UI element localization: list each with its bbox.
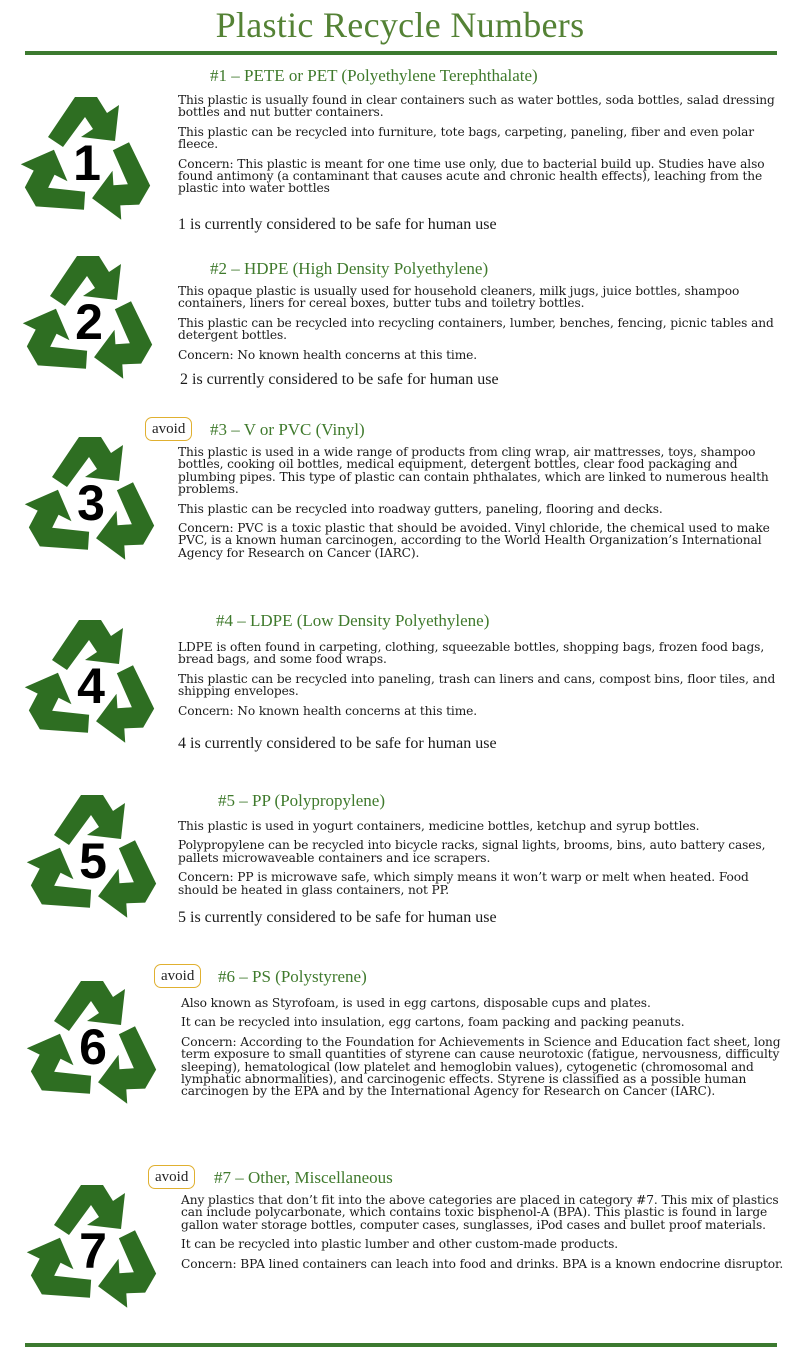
page-title: Plastic Recycle Numbers	[215, 5, 585, 45]
section-usage-text: LDPE is often found in carpeting, clothing, squeezable bottles, shopping bags, frozen food bags, bread bags, and some food wraps.	[178, 640, 765, 667]
section-heading: #3 – V or PVC (Vinyl)	[210, 420, 365, 439]
section-body	[181, 1194, 785, 1277]
bottom-divider	[25, 1343, 777, 1347]
top-divider	[25, 51, 777, 55]
section-concern-text: Concern: According to the Foundation for Achievements in Science and Education fact sheet, long term exposure to small quantities of styrene can cause neurotoxic (fatigue, nervousness, difficulty sleeping), hematological (low platelet and hemoglobin values), cytogenetic (chromosomal and lymphatic abnormalities), and carcinogenic effects. Styrene is classified as a possible human carcinogen by the EPA and by the International Agency for Research on Cancer (IARC).	[181, 1034, 781, 1099]
recycle-number: 4	[77, 658, 105, 714]
section-concern-text: Concern: No known health concerns at this time.	[178, 703, 478, 718]
recycle-arrows-icon	[16, 611, 166, 761]
section-recycled-into-text: It can be recycled into plastic lumber and other custom-made products.	[181, 1237, 619, 1252]
section-concern-text: Concern: This plastic is meant for one time use only, due to bacterial build up. Studies have also found antimony (a contaminant that causes acute and chronic health effects), leaching from the plastic into water bottles	[178, 156, 765, 196]
section-heading: #5 – PP (Polypropylene)	[218, 791, 386, 810]
recycle-arrows-icon	[12, 88, 162, 238]
section-usage-text: Any plastics that don’t fit into the above categories are placed in category #7. This mix of plastics can include polycarbonate, which contains toxic bisphenol-A (BPA). This plastic is found in large gallon water storage bottles, computer cases, sunglasses, iPod cases and bullet proof materials.	[181, 1193, 779, 1232]
section-recycled-into-text: This plastic can be recycled into roadway gutters, paneling, flooring and decks.	[178, 501, 663, 516]
recycle-arrows-icon	[16, 428, 166, 578]
recycle-arrows-icon	[14, 247, 164, 397]
section-usage-text: This plastic is usually found in clear containers such as water bottles, soda bottles, salad dressing bottles and nut butter containers.	[178, 93, 775, 120]
section-concern-text: Concern: PP is microwave safe, which simply means it won’t warp or melt when heated. Food should be heated in glass containers, not PP.	[178, 870, 749, 897]
recycle-number: 5	[79, 833, 107, 889]
section-body	[178, 641, 778, 724]
recycle-number: 6	[79, 1019, 107, 1075]
recycle-number: 7	[79, 1223, 107, 1279]
safety-note: 1 is currently considered to be safe for human use	[178, 216, 497, 233]
recycle-arrows-icon	[18, 972, 168, 1122]
recycle-arrows-icon	[18, 786, 168, 936]
section-concern-text: Concern: BPA lined containers can leach into food and drinks. BPA is a known endocrine disruptor.	[181, 1256, 784, 1271]
recycle-number: 2	[75, 294, 103, 350]
section-usage-text: This plastic is used in yogurt containers, medicine bottles, ketchup and syrup bottles.	[178, 819, 700, 833]
avoid-badge: avoid	[148, 1165, 195, 1189]
safety-note: 4 is currently considered to be safe for human use	[178, 735, 497, 752]
recycle-number: 1	[73, 135, 101, 191]
section-recycled-into-text: It can be recycled into insulation, egg cartons, foam packing and packing peanuts.	[181, 1015, 685, 1030]
avoid-badge: avoid	[145, 417, 192, 441]
section-recycled-into-text: This plastic can be recycled into recycling containers, lumber, benches, fencing, picnic tables and detergent bottles.	[178, 315, 774, 343]
section-recycled-into-text: This plastic can be recycled into furniture, tote bags, carpeting, paneling, fiber and even polar fleece.	[178, 124, 755, 152]
section-heading: #4 – LDPE (Low Density Polyethylene)	[216, 611, 490, 630]
section-recycled-into-text: Polypropylene can be recycled into bicycle racks, signal lights, brooms, bins, auto battery cases, pallets microwaveable containers and ice scrapers.	[178, 838, 766, 865]
section-heading: #6 – PS (Polystyrene)	[218, 967, 367, 986]
section-body	[178, 446, 778, 566]
section-heading: #1 – PETE or PET (Polyethylene Terephthalate)	[210, 66, 538, 85]
section-usage-text: Also known as Styrofoam, is used in egg cartons, disposable cups and plates.	[181, 996, 651, 1010]
section-body	[181, 997, 781, 1105]
section-body	[178, 820, 778, 903]
section-usage-text: This opaque plastic is usually used for household cleaners, milk jugs, juice bottles, shampoo containers, liners for cereal boxes, butter tubs and toiletry bottles.	[178, 284, 740, 311]
section-recycled-into-text: This plastic can be recycled into paneling, trash can liners and cans, compost bins, floor tiles, and shipping envelopes.	[178, 671, 776, 699]
section-heading: #2 – HDPE (High Density Polyethylene)	[210, 259, 489, 278]
section-concern-text: Concern: PVC is a toxic plastic that should be avoided. Vinyl chloride, the chemical used to make PVC, is a known human carcinogen, according to the World Health Organization’s International Agency for Research on Cancer (IARC).	[178, 521, 770, 560]
section-concern-text: Concern: No known health concerns at this time.	[178, 347, 478, 362]
section-body	[178, 94, 778, 202]
safety-note: 2 is currently considered to be safe for human use	[180, 371, 499, 388]
section-heading: #7 – Other, Miscellaneous	[214, 1168, 393, 1187]
safety-note: 5 is currently considered to be safe for human use	[178, 909, 497, 926]
section-usage-text: This plastic is used in a wide range of products from cling wrap, air mattresses, toys, shampoo bottles, cooking oil bottles, medical equipment, detergent bottles, clear food packaging and plumbing pipes. This type of plastic can contain phthalates, which are linked to numerous health problems.	[178, 445, 769, 497]
recycle-number: 3	[77, 475, 105, 531]
avoid-badge: avoid	[154, 964, 201, 988]
recycle-arrows-icon	[18, 1176, 168, 1326]
section-body	[178, 285, 788, 368]
